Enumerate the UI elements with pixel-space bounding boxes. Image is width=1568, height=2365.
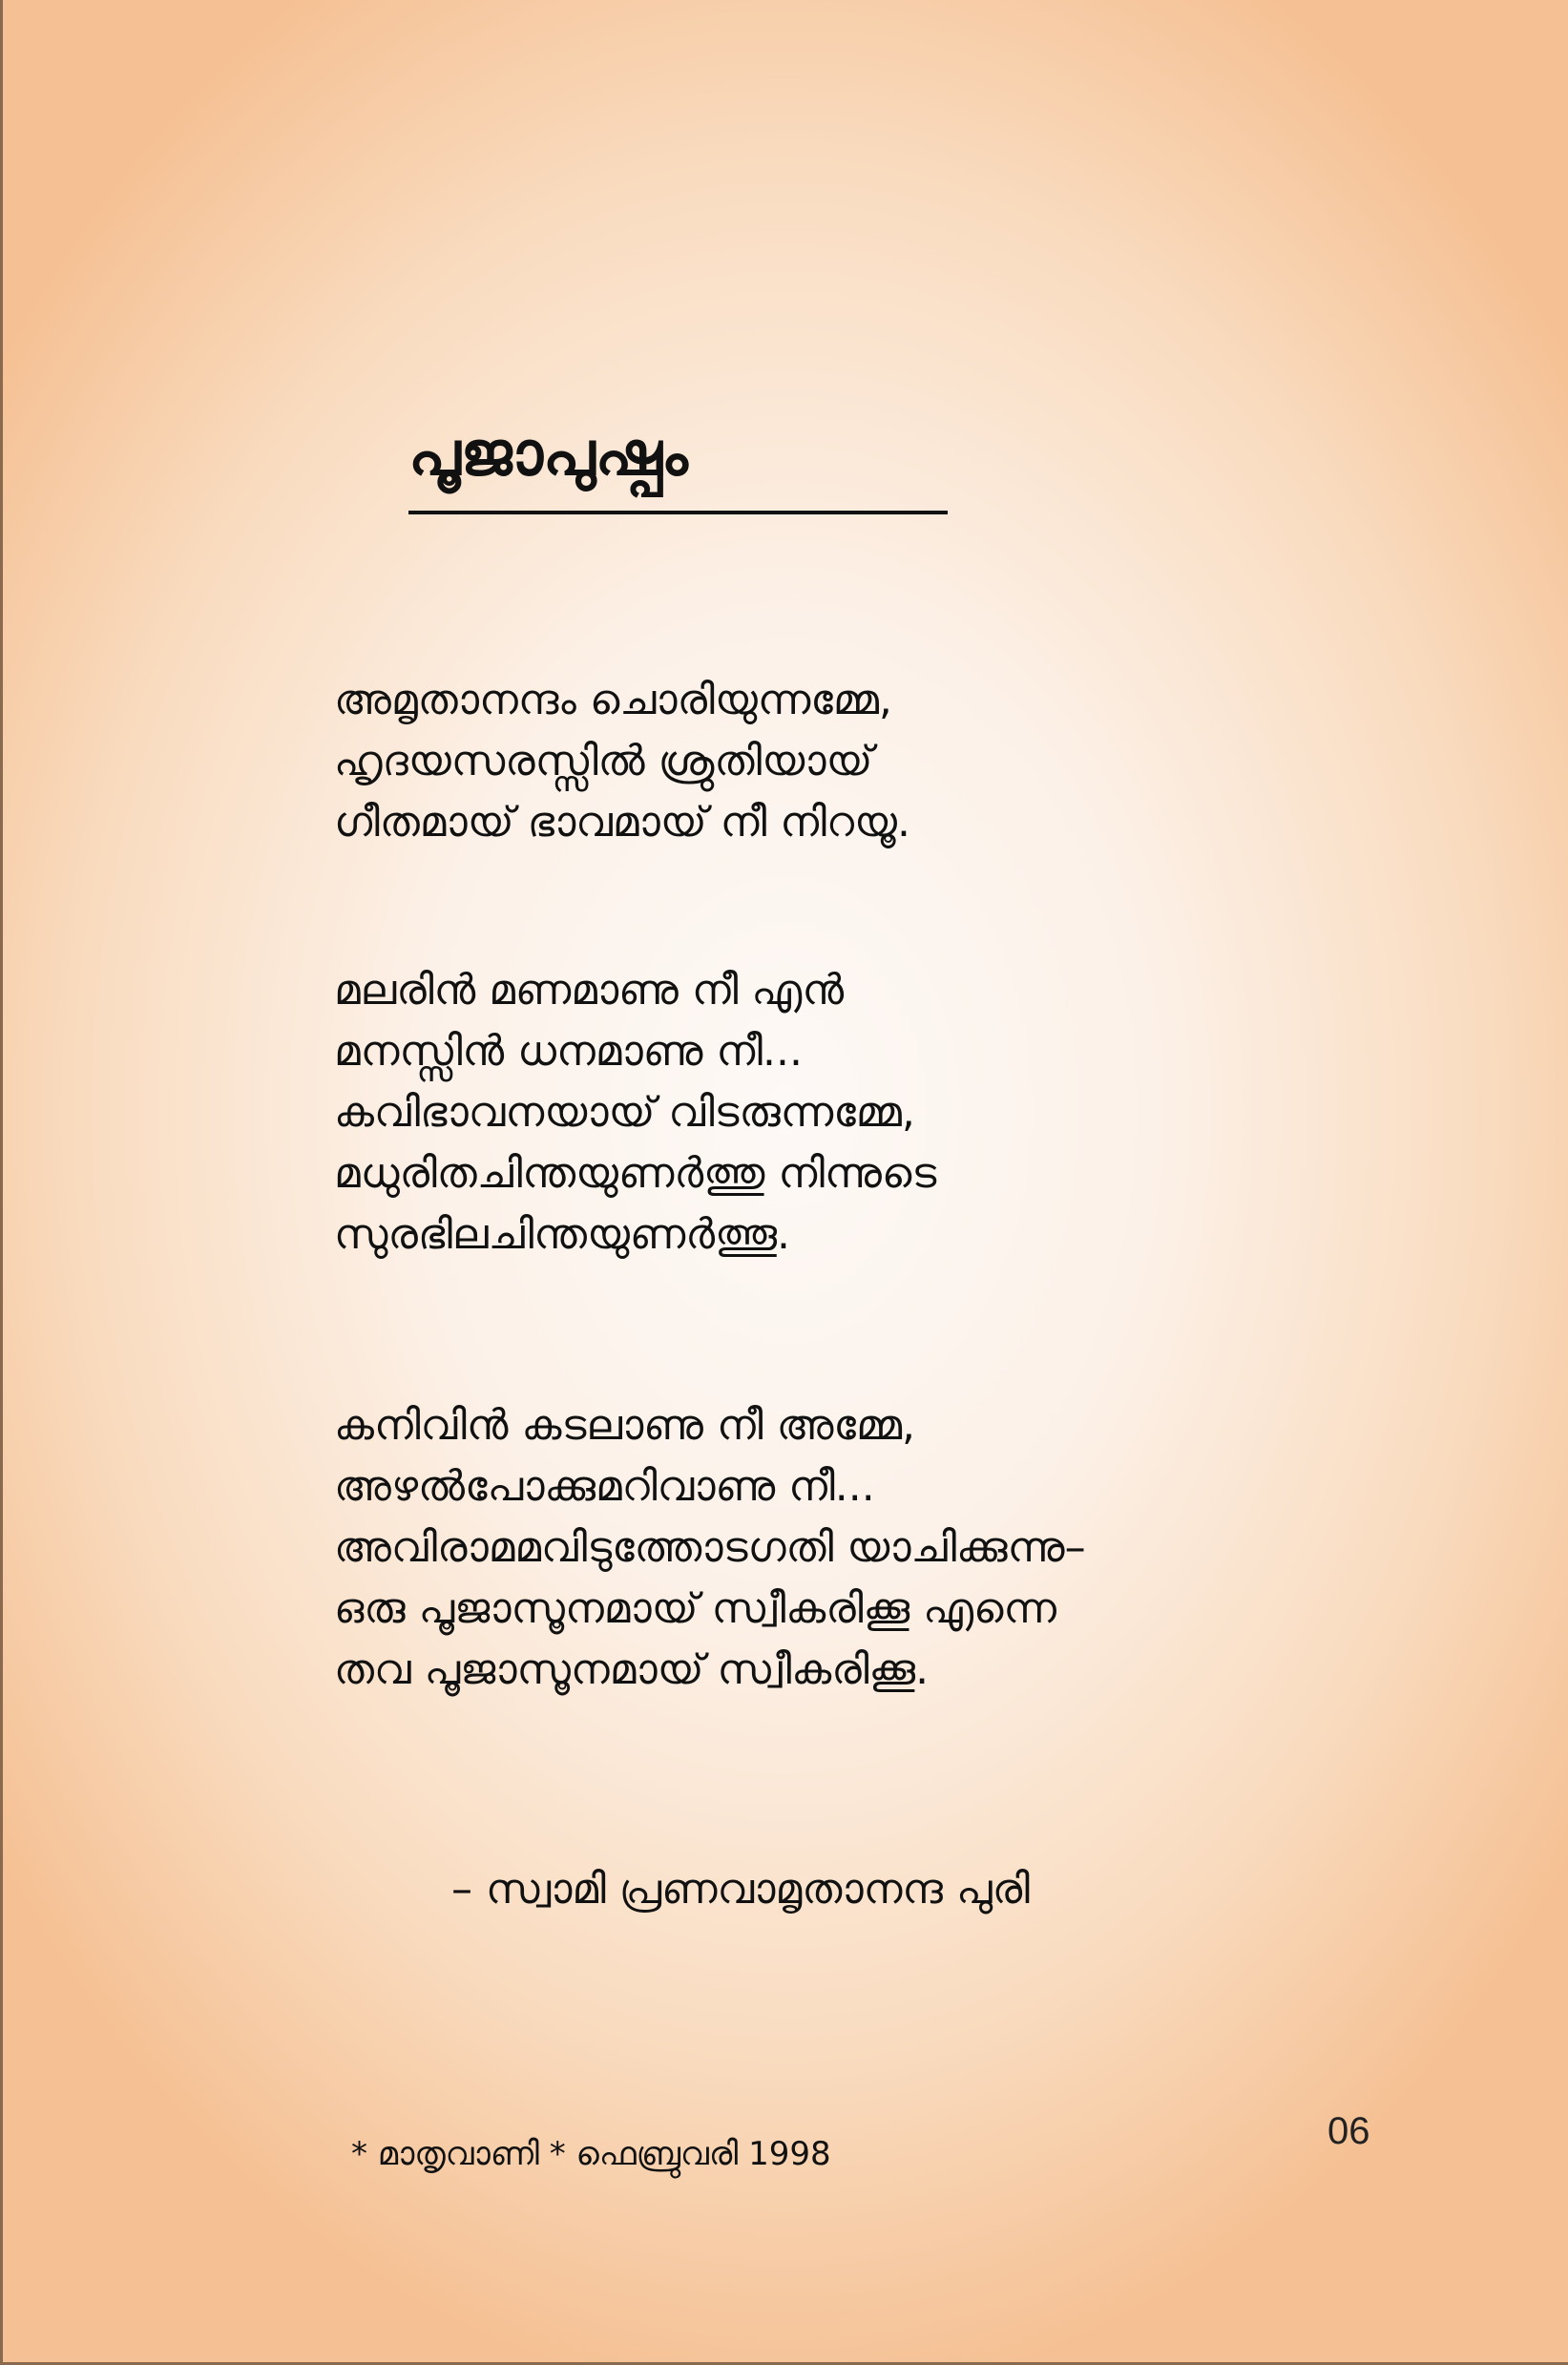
stanza-3: [334, 1395, 1086, 1701]
poem-line: ഗീതമായ് ഭാവമായ് നീ നിറയൂ.: [334, 798, 910, 847]
poem-line: കനിവിൻ കടലാണു നീ അമ്മേ,: [334, 1401, 916, 1450]
poem-line: മലരിൻ മണമാണു നീ എൻ: [334, 966, 845, 1015]
stanza-2: [334, 960, 936, 1266]
poem-line: അഴൽപോക്കുമറിവാണു നീ...: [334, 1462, 875, 1511]
poem-title: പൂജാപുഷ്പം: [408, 419, 688, 490]
poem-line: കവിഭാവനയായ് വിടരുന്നമ്മേ,: [334, 1088, 915, 1137]
publication-note: * മാതൃവാണി * ഫെബ്രുവരി 1998: [351, 2135, 831, 2173]
poem-line: ഹൃദയസരസ്സിൽ ശ്രുതിയായ്: [334, 737, 873, 785]
poem-line: തവ പൂജാസൂനമായ് സ്വീകരിക്കൂ.: [334, 1645, 930, 1694]
poem-line: ഒരു പൂജാസൂനമായ് സ്വീകരിക്കൂ എന്നെ: [334, 1584, 1056, 1633]
poem-line: സുരഭിലചിന്തയുണർത്തൂ.: [334, 1210, 791, 1259]
poem-line: അമൃതാനന്ദം ചൊരിയുന്നമ്മേ,: [334, 676, 892, 724]
poem-line: മനസ്സിൻ ധനമാണു നീ...: [334, 1027, 803, 1076]
title-underline: [408, 511, 948, 514]
poem-line: മധുരിതചിന്തയുണർത്തു നിന്നുടെ: [334, 1149, 937, 1198]
poem-line: അവിരാമമവിടുത്തോടഗതി യാചിക്കുന്നു–: [334, 1523, 1086, 1572]
poem-author: – സ്വാമി പ്രണവാമൃതാനന്ദ പുരി: [451, 1865, 1030, 1914]
page-number: 06: [1328, 2110, 1370, 2152]
stanza-1: [334, 670, 910, 853]
